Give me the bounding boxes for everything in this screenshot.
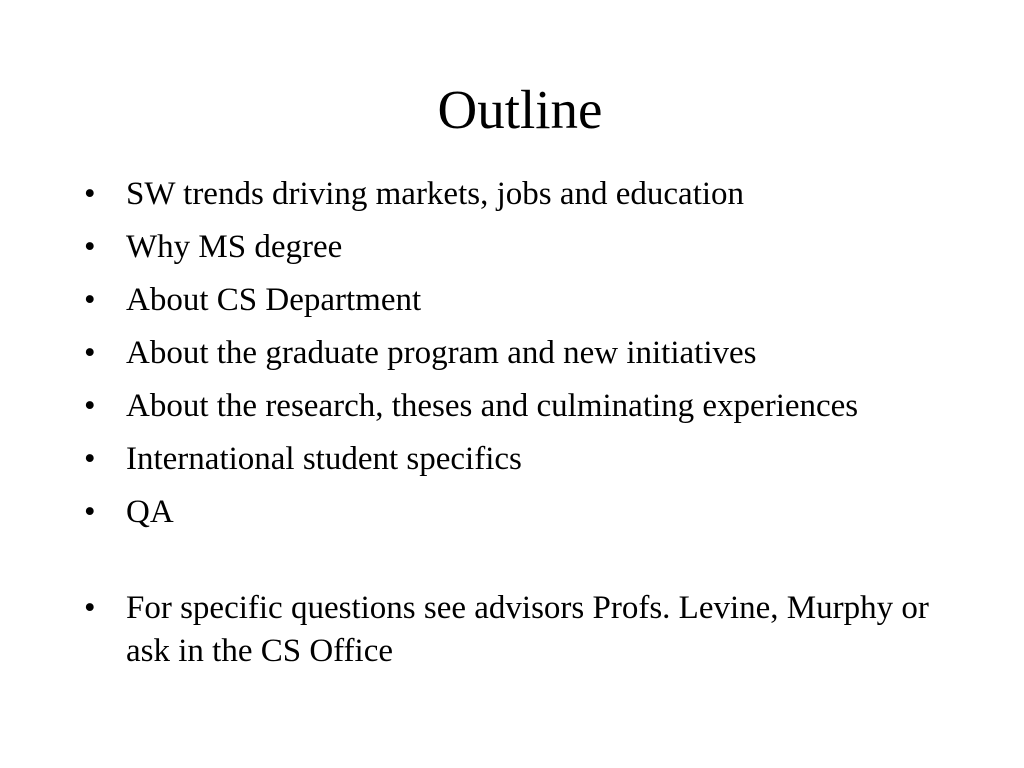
bullet-text: SW trends driving markets, jobs and education	[126, 176, 745, 212]
bullet-icon: •	[84, 335, 96, 371]
bullet-text: For specific questions see advisors Profs. Levine, Murphy or ask in the CS Office	[126, 590, 929, 669]
bullet-icon: •	[84, 229, 96, 265]
bullet-text: About the research, theses and culminating experiences	[126, 388, 859, 424]
bullet-item	[84, 385, 944, 428]
bullet-text: International student specifics	[126, 441, 522, 477]
bullet-icon: •	[84, 176, 96, 212]
bullet-icon: •	[84, 494, 96, 530]
bullet-item	[84, 491, 944, 534]
bullet-icon: •	[84, 590, 96, 626]
bullet-icon: •	[84, 282, 96, 318]
bullet-text: About CS Department	[126, 282, 422, 318]
bullet-icon: •	[84, 441, 96, 477]
slide-title: Outline	[437, 79, 603, 140]
bullet-text: QA	[126, 494, 174, 530]
bullet-text: Why MS degree	[126, 229, 343, 265]
bullet-item	[84, 173, 944, 216]
bullet-item	[84, 332, 944, 375]
bullet-icon: •	[84, 388, 96, 424]
bullet-item	[84, 587, 944, 673]
bullet-item	[84, 279, 944, 322]
bullet-text: About the graduate program and new initiatives	[126, 335, 757, 371]
bullet-item	[84, 438, 944, 481]
bullet-item	[84, 226, 944, 269]
bullet-list	[84, 173, 944, 683]
